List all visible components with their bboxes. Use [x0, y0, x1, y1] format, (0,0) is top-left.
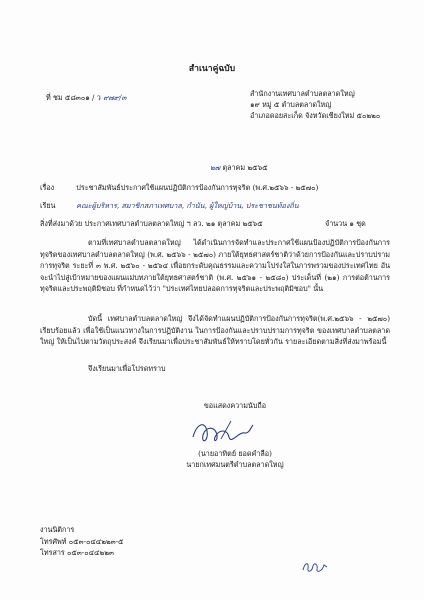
footer-department: งานนิติการ [40, 525, 75, 534]
signer-title: นายกเทศมนตรีตำบลตลาดใหญ่ [186, 460, 284, 469]
date-day-handwritten: ๒๗ [210, 163, 221, 172]
subject-text: ประชาสัมพันธ์ประกาศใช้แผนปฏิบัติการป้องกันการทุจริต (พ.ศ.๒๕๖๖ - ๒๕๗๐) [76, 183, 319, 192]
organization-block [250, 89, 420, 121]
document-number [46, 93, 126, 103]
enclosure-text: ประกาศเทศบาลตำบลตลาดใหญ่ ฯ ลว. ๒๑ ตุลาคม ๒๕๖๕ [84, 219, 263, 228]
organization-address-1: ๑๙ หมู่ ๕ ตำบลตลาดใหญ่ [250, 99, 332, 109]
document-number-prefix: ที่ ชม ๕๘๓๐๑ / ว [46, 93, 101, 102]
signer-name: (นายอาทิตย์ ยอดคำลือ) [198, 449, 272, 458]
organization-address-2: อำเภอดอยสะเก็ด จังหวัดเชียงใหม่ ๕๐๒๒๐ [250, 110, 381, 120]
body-paragraph-1: ตามที่เทศบาลตำบลตลาดใหญ่ ได้ดำเนินการจัดทำและประกาศใช้แผนป้องปฏิบัติการป้องกันการทุจริตของเทศบาลตำบลตลาดใหญ่ (พ.ศ. ๒๕๖๖ - ๒๕๗๐) ภายใต้ยุทธศาสตร์ชาติว่าด้วยการป้องกันและปราบปรามการทุจริต ระยะที่ ๓ พ.ศ. ๒๕๖๐ - ๒๕๖๔ เพื่อยกระดับคุณธรรมและความโปร่งใสในการพรวมของประเทศไทย อันจะนำไปสู่เป้าหมายของแผนแม่บทภายใต้ยุทธศาสตร์ชาติ (พ.ศ. ๒๕๖๑ - ๒๕๘๐) ประเด็นที่ (๒๑) การต่อต้านการทุจริตและประพฤติมิชอบ ที่กำหนดไว้ว่า "ประเทศไทยปลอดการทุจริตและประพฤติมิชอบ" นั้น [40, 238, 390, 294]
recipient-label: เรียน [40, 201, 56, 210]
enclosure-label: สิ่งที่ส่งมาด้วย [40, 219, 83, 228]
copy-label: สำเนาคู่ฉบับ [188, 64, 236, 74]
enclosure-line [40, 219, 390, 229]
organization-name: สำนักงานเทศบาลตำบลตลาดใหญ่ [250, 89, 355, 98]
recipient-line [40, 201, 390, 211]
footer-contact [40, 524, 123, 559]
enclosure-quantity: จำนวน ๑ ชุด [325, 219, 366, 228]
footer-phone: โทรศัพท์ ๐๕๓-๐๔๔๒๒๓-๕ [40, 536, 124, 546]
body-paragraph-3: จึงเรียนมาเพื่อโปรดทราบ [88, 364, 166, 373]
subject-label: เรื่อง [40, 183, 55, 192]
body-paragraph-2: บัดนี้ เทศบาลตำบลตลาดใหญ่ จึงได้จัดทำแผนปฏิบัติการป้องกันการทุจริต(พ.ศ.๒๕๖๖ - ๒๕๗๐) เรียบร้อยแล้ว เพื่อใช้เป็นแนวทางในการปฏิบัติงาน ในการป้องกันและปราบปรามการทุจริต ของเทศบาลตำบลตลาดใหญ่ ให้เป็นไปตามวัตถุประสงค์ จึงเรียนมาเพื่อประชาสัมพันธ์ให้ทราบโดยทั่วกัน รายละเอียดตามสิ่งที่ส่งมาพร้อมนี้ [40, 314, 390, 347]
initials-mark [300, 558, 330, 576]
closing-regards: ขอแสดงความนับถือ [203, 401, 267, 410]
footer-fax: โทรสาร ๐๕๓-๐๔๔๒๒๓ [40, 548, 114, 558]
subject-line [40, 183, 390, 193]
document-number-handwritten: ๙๗๙/๓ [103, 93, 127, 102]
signature-image [187, 417, 262, 449]
letter-date [210, 163, 268, 173]
recipient-handwritten: คณะผู้บริหาร, สมาชิกสภาเทศบาล, กำนัน, ผู้ใหญ่บ้าน, ประชาชนท้องถิ่น [76, 201, 299, 210]
date-month-year: ตุลาคม ๒๕๖๕ [222, 163, 268, 172]
